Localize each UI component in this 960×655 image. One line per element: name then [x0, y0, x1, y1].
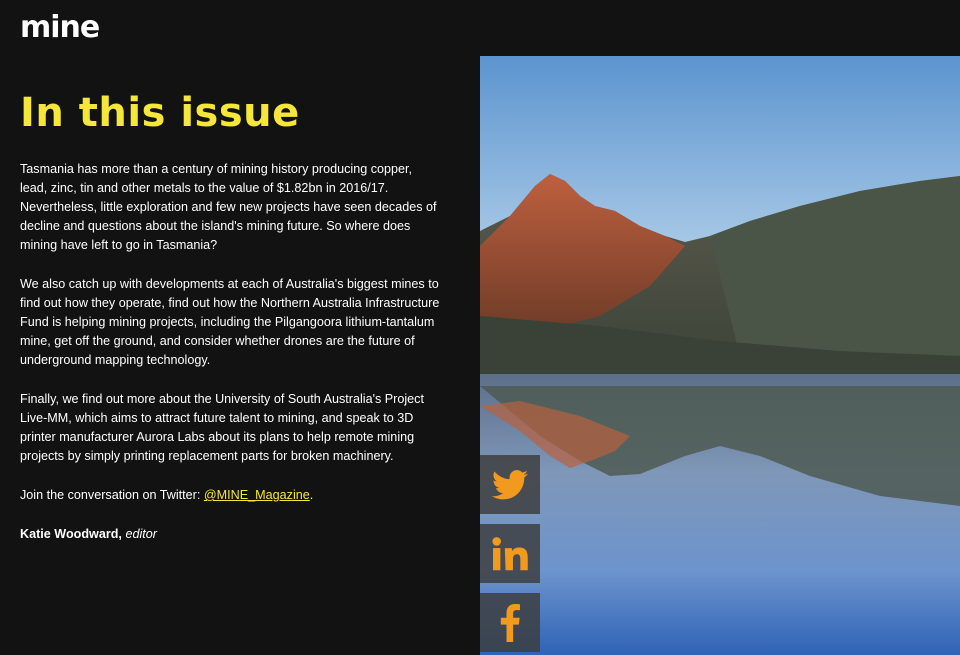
mountain-lake-image [480, 56, 960, 655]
share-twitter-button[interactable] [480, 455, 540, 514]
twitter-handle-link[interactable]: @MINE_Magazine [203, 488, 310, 502]
facebook-icon [500, 604, 520, 642]
paragraph-2: We also catch up with developments at each of Australia's biggest mines to find out how they operate, find out how the Northern Australia Infrastructure Fund is helping mining projects, including the Pilgangoora lithium-tantalum mine, get off the ground, and consider whether drones are the future of underground mapping technology. [20, 277, 440, 367]
mine-logo[interactable]: mine [20, 10, 100, 45]
twitter-line [20, 486, 440, 505]
paragraph-3: Finally, we find out more about the University of South Australia's Project Live-MM, which aims to attract future talent to mining, and speak to 3D printer manufacturer Aurora Labs about its plans to help remote mining projects by simply printing replacement parts for broken machinery. [20, 392, 424, 463]
paragraph-1: Tasmania has more than a century of mining history producing copper, lead, zinc, tin and other metals to the value of $1.82bn in 2016/17. Nevertheless, little exploration and few new projects have seen decades of decline and questions about the island's mining future. So where does mining have left to go in Tasmania? [20, 162, 437, 252]
cover-photo [480, 56, 960, 655]
twitter-suffix: . [309, 488, 314, 502]
linkedin-icon [492, 537, 528, 571]
article-content [20, 56, 440, 544]
editor-signature [20, 525, 440, 544]
twitter-prefix: Join the conversation on Twitter: [20, 488, 204, 502]
share-linkedin-button[interactable] [480, 524, 540, 583]
twitter-icon [492, 470, 528, 500]
share-facebook-button[interactable] [480, 593, 540, 652]
article-body [20, 160, 440, 544]
page-title: In this issue [20, 90, 300, 136]
editor-role: editor [125, 527, 157, 541]
top-bar [0, 0, 960, 56]
editor-name: Katie Woodward, [20, 527, 122, 541]
